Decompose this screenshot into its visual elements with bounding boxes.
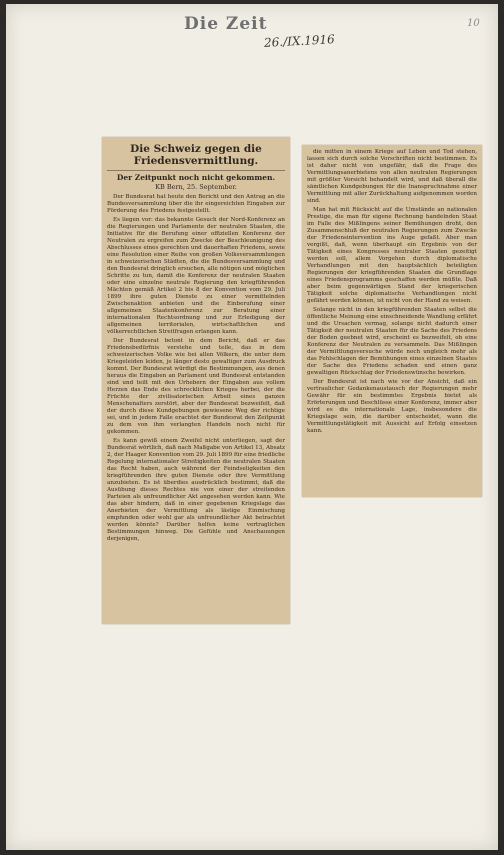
article-paragraph: Der Bundesrat hat heute den Bericht und den Antrag an die Bundesversammlung über die ihr eingereichten Eingaben zur Förderung des Friedens festgestellt. bbox=[107, 194, 285, 214]
article-dateline: KB Bern, 25. September. bbox=[155, 183, 237, 191]
article-paragraph: Solange nicht in den kriegführenden Staaten selbst die öffentliche Meinung eine einschneidende Wandlung erfährt und die Ursachen vermag, solange nicht dadurch einer Tätigkeit der neutralen Staaten für die Sache des Friedens der Boden geebnet wird, erscheint es bezweifelt, ob eine Konferenz der Neutralen zu versammeln. Das Mißlingen der Vermittlungsversuche würde noch ungleich mehr als das Fehlschlagen der Bemühungen eines einzelnen Staates der Sache des Friedens schaden und einen ganz gewaltigen Rückschlag der Friedenswünsche bewirken. bbox=[307, 307, 477, 376]
newspaper-clipping-right bbox=[302, 145, 482, 497]
article-paragraph: die mitten in einem Kriege auf Leben und Tod stehen, lassen sich durch solche Vorschriften nicht bestimmen. Es ist daher nicht von ungefähr, daß die Frage des Vermittlungsanerbietens von allen neutralen Regierungen mit größter Vorsicht behandelt wird, und daß überall die sämtlichen Kundgebungen für die Inanspruchnahme einer Vermittlung mit aller Zurückhaltung aufgenommen worden sind. bbox=[307, 149, 477, 204]
article-paragraph: Man hat mit Rücksicht auf die Umstände an nationalen Prestige, die man für eigene Rechnung handelnden Staat im Falle des Mißlingens seiner Bemühungen droht, den Zusammenschluß der neutralen Regierungen zum Zwecke der Friedensintervention ins Auge gefaßt. Aber man vergißt, daß, wenn überhaupt ein Ergebnis von der Tätigkeit eines Kongresses neutraler Staaten gezeitigt werden soll, allem Vorgehen durch diplomatische Verhandlungen mit den hauptsächlich beteiligten Regierungen der kriegführenden Staaten die Grundlage eines Friedensprogramms geschaffen werden müßte. Daß aber beim gegenwärtigen Stand der kriegerischen Tätigkeit solche diplomatische Verhandlungen nicht gefährt werden können, ist nicht von der Hand zu weisen. bbox=[307, 207, 477, 304]
article-paragraph: Der Bundesrat betont in dem Bericht, daß er das Friedensbedürfnis verstehe und teile, das in dem schweizerischen Volke wie bei allen Völkern, die unter dem Kriegeleiden leiden, je länger desto gewaltiger zum Ausdruck kommt. Der Bundesrat würdigt die Bestimmungen, aus denen heraus die Eingaben an Parlament und Bundesrat entstanden sind und teilt mit den Urhebern der Eingaben aus vollem Herzen das Ende des schrecklichen Krieges herbei, der die Früchte der zivilisatorischen Arbeit eines ganzen Menschenalters zerstört, aber der Bundesrat bezweifelt, daß der durch diese Kundgebungen gewiesene Weg der richtige sei, und in jedem Falle erachtet der Bundesrat den Zeitpunkt zu dem von ihm verlangten Handeln noch nicht für gekommen. bbox=[107, 338, 285, 435]
article-paragraph: Es liegen vor: das bekannte Gesuch der Nord-Konferenz an die Regierungen und Parlamente der neutralen Staaten, die Initiative für die Berufung einer offiziellen Konferenz der Neutralen zu ergreifen zum Zwecke der Beschleunigung des Abschlusses eines gerechten und dauerhaften Friedens, sowie eine Resolution einer Reihe von großen Volksversammlungen in schweizerischen Städten, die die Bundesversammlung und den Bundesrat dringlich ersuchen, alle nötigen und möglichen Schritte zu tun, damit die Konferenz der neutralen Staaten oder eine einzelne neutrale Regierung den kriegführenden Mächten gemäß Artikel 2 bis 8 der Konvention vom 29. Juli 1899 ihre guten Dienste zu einer vermittelnden Zwischenaktion anbieten und die Einberufung einer allgemeinen Staatenkonferenz zur Beratung einer internationalen Rechtsordnung und zur Erledigung der allgemeinen territorialen, wirtschaftlichen und völkerrechtlichen Streitfragen erlangen kann. bbox=[107, 217, 285, 335]
newspaper-clipping-left bbox=[102, 137, 290, 624]
handwritten-date: 26./IX.1916 bbox=[263, 32, 336, 50]
article-paragraph: Der Bundesrat ist nach wie vor der Ansicht, daß ein vertraulicher Gedankenaustausch der Regierungen mehr Gewähr für ein bestimmtes Ergebnis bietet als Erörterungen und Beschlüsse einer Konferenz, immer aber wird es die internationale Lage, insbesondere die Kriegslage sein, die darüber entscheidet, wann die Vermittlungstätigkeit mit Aussicht auf Erfolg einsetzen kann. bbox=[307, 379, 477, 434]
article-subhead: Der Zeitpunkt noch nicht gekommen. bbox=[116, 173, 276, 182]
page-number: 10 bbox=[467, 18, 480, 29]
divider bbox=[107, 170, 285, 171]
article-paragraph: Es kann gewiß einem Zweifel nicht unterliegen, sagt der Bundesrat wörtlich, daß nach Maßgabe von Artikel 13, Absatz 2, der Haager Konvention vom 29. Juli 1899 für eine friedliche Regelung internationaler Streitigkeiten die neutralen Staaten das Recht haben, auch während der Feindseligkeiten den kriegführenden ihre guten Dienste oder ihre Vermittlung anzubieten. Es ist überdies ausdrücklich bestimmt, daß die Ausübung dieses Rechtes nie von einer der streitenden Parteien als unfreundlicher Akt angesehen werden kann. Wie das aber hindern, daß in einer gegebenen Kriegslage das Anerbieten der Vermittlung als lästige Einmischung empfunden oder wohl gar als unfreundlicher Akt betrachtet werden könnte? Darüber helfen keine vertraglichen Bestimmungen hinweg. Die Gefühle und Anschauungen derjenigen, bbox=[107, 438, 285, 542]
newspaper-title: Die Zeit bbox=[184, 14, 268, 34]
archive-page bbox=[6, 4, 498, 850]
article-headline: Die Schweiz gegen die Friedensvermittlung. bbox=[130, 143, 262, 167]
